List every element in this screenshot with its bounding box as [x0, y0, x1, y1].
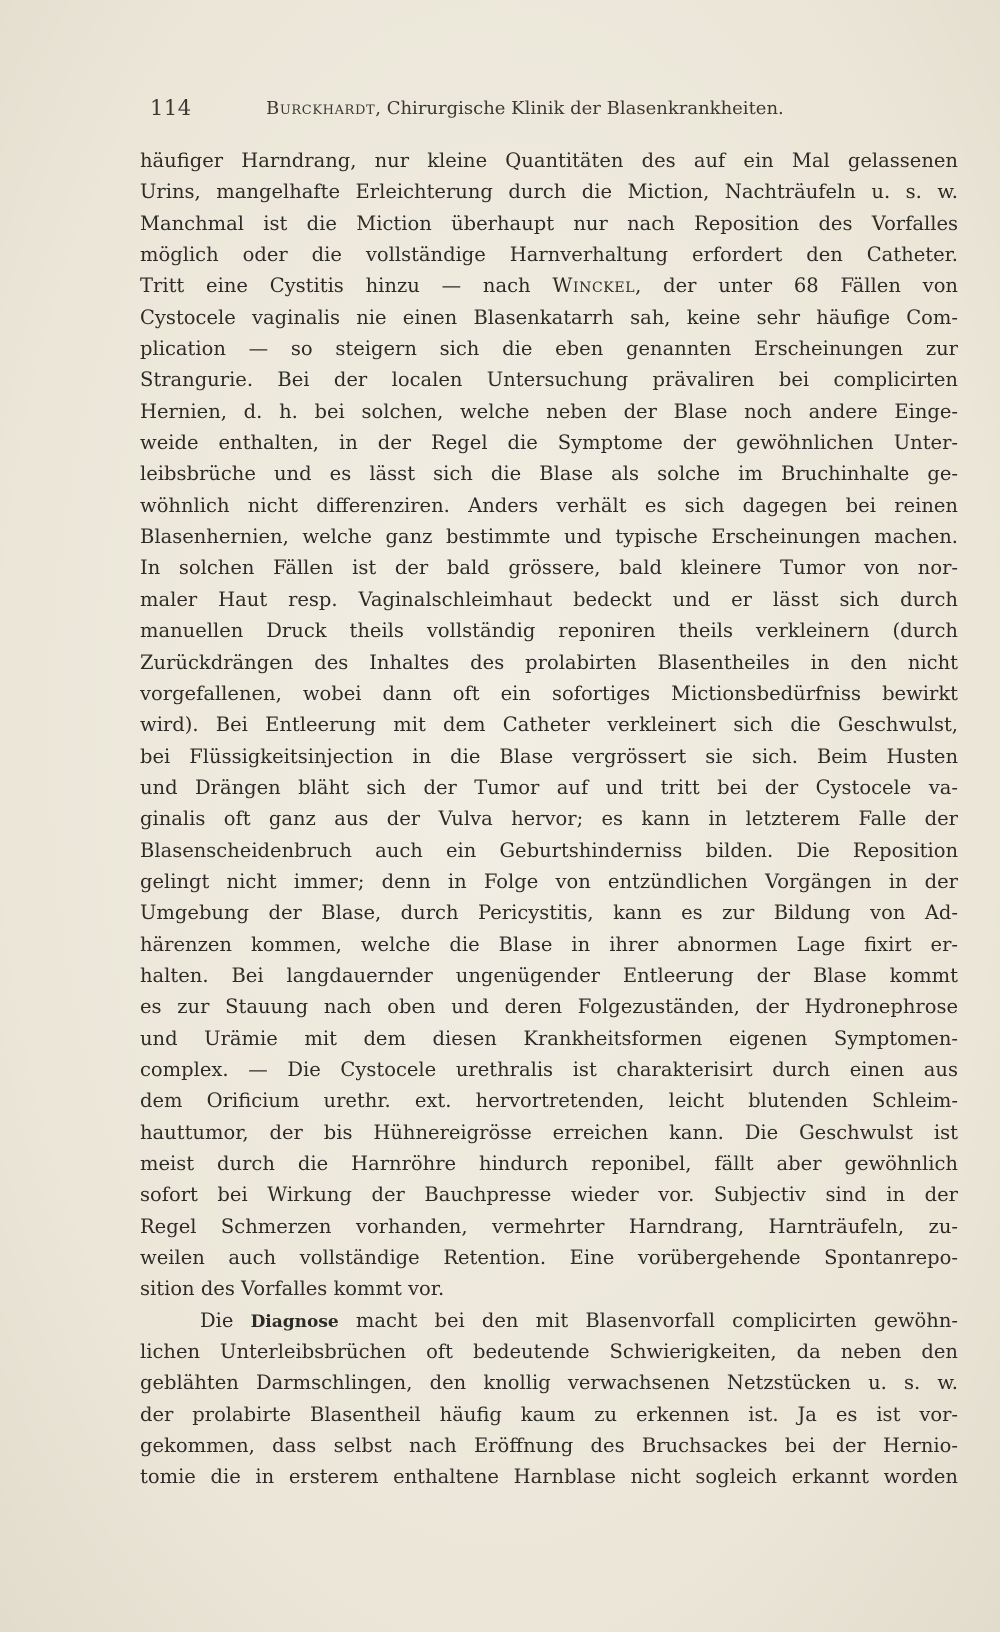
text-line: und Drängen bläht sich der Tumor auf und tritt bei der Cystocele va- — [140, 775, 958, 799]
text-line: complex. — Die Cystocele urethralis ist charakterisirt durch einen aus — [140, 1057, 958, 1081]
text-line: sofort bei Wirkung der Bauchpresse wieder vor. Subjectiv sind in der — [140, 1183, 958, 1207]
text-fragment: macht bei den mit Blasenvorfall complicirten gewöhn- — [338, 1308, 958, 1332]
text-line: der prolabirte Blasentheil häufig kaum zu erkennen ist. Ja es ist vor- — [140, 1402, 958, 1426]
text-line: härenzen kommen, welche die Blase in ihrer abnormen Lage fixirt er- — [140, 932, 958, 956]
text-line: und Urämie mit dem diesen Krankheitsformen eigenen Symptomen- — [140, 1026, 958, 1050]
text-line — [140, 270, 958, 301]
book-title: , Chirurgische Klinik der Blasenkrankheiten. — [375, 98, 784, 119]
text-line: Blasenhernien, welche ganz bestimmte und typische Erscheinungen machen. — [140, 525, 958, 549]
text-line: vorgefallenen, wobei dann oft ein sofortiges Mictionsbedürfniss bewirkt — [140, 681, 958, 705]
text-fragment: , der unter 68 Fällen von — [635, 274, 958, 298]
text-line: sition des Vorfalles kommt vor. — [140, 1277, 445, 1301]
text-line: tomie die in ersterem enthaltene Harnblase nicht sogleich erkannt worden — [140, 1465, 958, 1489]
text-line: halten. Bei langdauernder ungenügender Entleerung der Blase kommt — [140, 963, 958, 987]
text-line: lichen Unterleibsbrüchen oft bedeutende Schwierigkeiten, da neben den — [140, 1340, 958, 1364]
section-keyword: Diagnose — [250, 1311, 339, 1332]
text-fragment: Die — [200, 1308, 251, 1332]
text-line: plication — so steigern sich die eben genannten Erscheinungen zur — [140, 337, 958, 361]
text-line: maler Haut resp. Vaginalschleimhaut bedeckt und er lässt sich durch — [140, 587, 958, 611]
text-line: hauttumor, der bis Hühnereigrösse erreichen kann. Die Geschwulst ist — [140, 1120, 958, 1144]
text-line: Hernien, d. h. bei solchen, welche neben der Blase noch andere Einge- — [140, 399, 958, 423]
text-line: es zur Stauung nach oben und deren Folgezuständen, der Hydronephrose — [140, 995, 958, 1019]
text-line: Umgebung der Blase, durch Pericystitis, kann es zur Bildung von Ad- — [140, 901, 958, 925]
page-number: 114 — [150, 96, 192, 120]
text-line: möglich oder die vollständige Harnverhaltung erfordert den Catheter. — [140, 243, 958, 267]
text-line: Urins, mangelhafte Erleichterung durch die Miction, Nachträufeln u. s. w. — [140, 180, 958, 204]
running-header — [150, 96, 950, 126]
text-line: Blasenscheidenbruch auch ein Geburtshinderniss bilden. Die Reposition — [140, 838, 958, 862]
text-line: Manchmal ist die Miction überhaupt nur nach Reposition des Vorfalles — [140, 211, 958, 235]
text-line: Strangurie. Bei der localen Untersuchung prävaliren bei complicirten — [140, 368, 958, 392]
text-line: gekommen, dass selbst nach Eröffnung des Bruchsackes bei der Hernio- — [140, 1434, 958, 1458]
text-line: bei Flüssigkeitsinjection in die Blase vergrössert sie sich. Beim Husten — [140, 744, 958, 768]
text-line: dem Orificium urethr. ext. hervortretenden, leicht blutenden Schleim- — [140, 1089, 958, 1113]
text-line: weide enthalten, in der Regel die Symptome der gewöhnlichen Unter- — [140, 431, 958, 455]
text-line: häufiger Harndrang, nur kleine Quantitäten des auf ein Mal gelassenen — [140, 149, 958, 172]
text-line: leibsbrüche und es lässt sich die Blase als solche im Bruchinhalte ge- — [140, 462, 958, 486]
text-line — [140, 1305, 958, 1336]
running-head-title — [266, 98, 784, 119]
text-line: In solchen Fällen ist der bald grössere, bald kleinere Tumor von nor- — [140, 556, 958, 580]
text-line: ginalis oft ganz aus der Vulva hervor; es kann in letzterem Falle der — [140, 807, 958, 831]
text-line: Zurückdrängen des Inhaltes des prolabirten Blasentheiles in den nicht — [140, 650, 958, 674]
text-line: gelingt nicht immer; denn in Folge von entzündlichen Vorgängen in der — [140, 869, 958, 893]
text-line: wird). Bei Entleerung mit dem Catheter verkleinert sich die Geschwulst, — [140, 713, 958, 737]
text-line: Cystocele vaginalis nie einen Blasenkatarrh sah, keine sehr häufige Com- — [140, 305, 958, 329]
text-line: weilen auch vollständige Retention. Eine vorübergehende Spontanrepo- — [140, 1246, 958, 1270]
text-line: geblähten Darmschlingen, den knollig verwachsenen Netzstücken u. s. w. — [140, 1371, 958, 1395]
author-name: Burckhardt — [266, 98, 376, 119]
text-line: manuellen Druck theils vollständig reponiren theils verkleinern (durch — [140, 619, 958, 643]
text-line: meist durch die Harnröhre hindurch reponibel, fällt aber gewöhnlich — [140, 1152, 958, 1175]
text-fragment: Tritt eine Cystitis hinzu — nach — [140, 274, 553, 298]
text-line: wöhnlich nicht differenziren. Anders verhält es sich dagegen bei reinen — [140, 493, 958, 517]
cited-author-name: Winckel — [552, 274, 636, 298]
text-line: Regel Schmerzen vorhanden, vermehrter Harndrang, Harnträufeln, zu- — [140, 1214, 958, 1238]
body-text — [140, 145, 958, 1493]
